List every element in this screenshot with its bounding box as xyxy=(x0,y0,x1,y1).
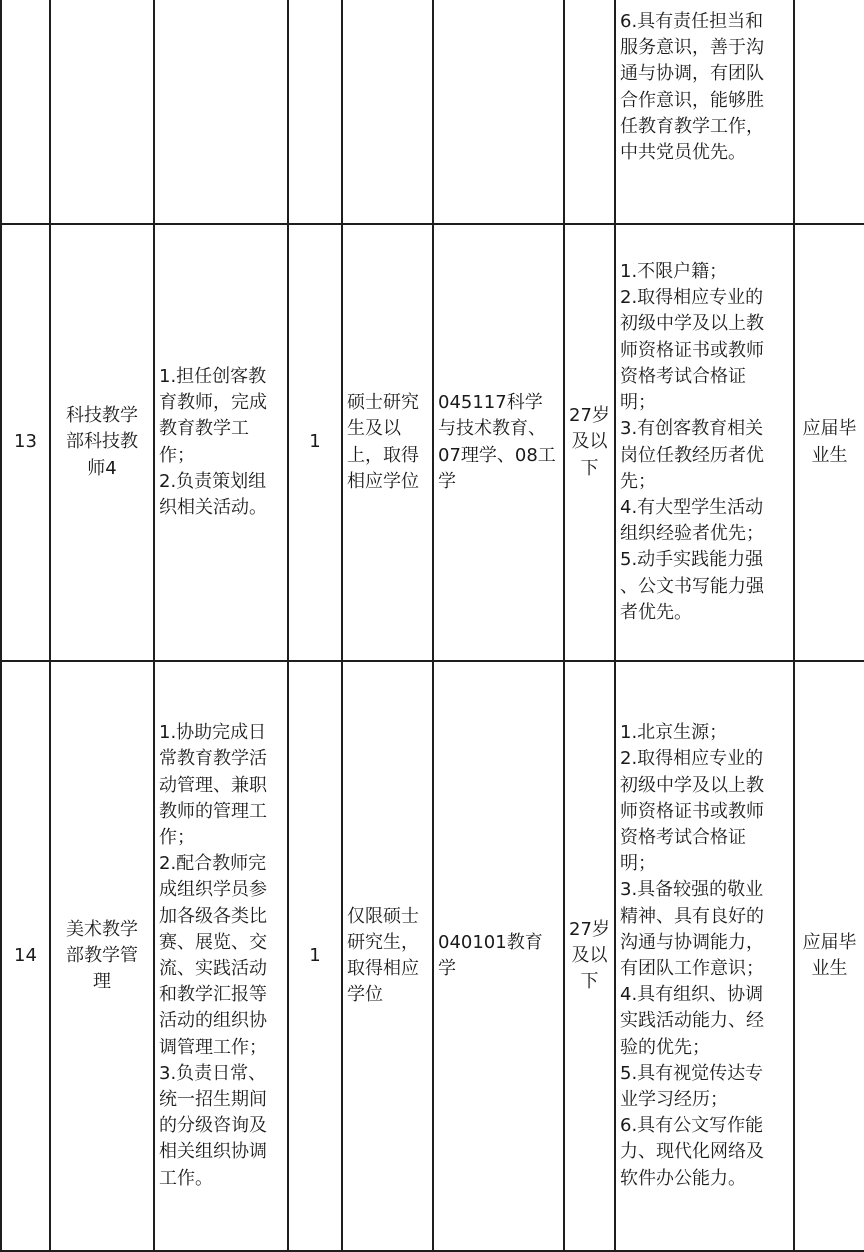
target-cell: 应届毕 业生 xyxy=(794,661,864,1251)
duties-cell xyxy=(154,0,288,224)
education-cell: 仅限硕士 研究生， 取得相应 学位 xyxy=(342,661,433,1251)
position-cell xyxy=(50,0,154,224)
target-cell: 应届毕 业生 xyxy=(794,224,864,661)
row-number-cell xyxy=(1,0,50,224)
age-cell: 27岁 及以 下 xyxy=(564,661,615,1251)
row-number-cell: 14 xyxy=(1,661,50,1251)
position-cell: 美术教学 部教学管 理 xyxy=(50,661,154,1251)
age-cell: 27岁 及以 下 xyxy=(564,224,615,661)
education-cell: 硕士研究 生及以 上，取得 相应学位 xyxy=(342,224,433,661)
position-cell: 科技教学 部科技教 师4 xyxy=(50,224,154,661)
target-cell xyxy=(794,0,864,224)
table-row xyxy=(1,661,864,1251)
duties-cell: 1.担任创客教 育教师，完成 教育教学工 作； 2.负责策划组 织相关活动。 xyxy=(154,224,288,661)
table-row xyxy=(1,0,864,224)
major-cell xyxy=(433,0,564,224)
row-number-cell: 13 xyxy=(1,224,50,661)
major-cell: 045117科学 与技术教育、 07理学、08工 学 xyxy=(433,224,564,661)
count-cell xyxy=(288,0,342,224)
requirements-cell: 6.具有责任担当和 服务意识，善于沟 通与协调，有团队 合作意识，能够胜 任教育教学工作， 中共党员优先。 xyxy=(615,0,794,224)
table-row xyxy=(1,224,864,661)
major-cell: 040101教育 学 xyxy=(433,661,564,1251)
duties-cell: 1.协助完成日 常教育教学活 动管理、兼职 教师的管理工 作； 2.配合教师完 成组织学员参 加各级各类比 赛、展览、交 流、实践活动 和教学汇报等 活动的组织协 调管理工作； 3.负责日常、 统一招生期间 的分级咨询及 相关组织协调 工作。 xyxy=(154,661,288,1251)
requirements-cell: 1.不限户籍； 2.取得相应专业的 初级中学及以上教 师资格证书或教师 资格考试合格证 明； 3.有创客教育相关 岗位任教经历者优 先； 4.有大型学生活动 组织经验者优先； 5.动手实践能力强 、公文书写能力强 者优先。 xyxy=(615,224,794,661)
age-cell xyxy=(564,0,615,224)
count-cell: 1 xyxy=(288,661,342,1251)
requirements-cell: 1.北京生源； 2.取得相应专业的 初级中学及以上教 师资格证书或教师 资格考试合格证 明； 3.具备较强的敬业 精神、具有良好的 沟通与协调能力， 有团队工作意识； 4.具有组织、协调 实践活动能力、经 验的优先； 5.具有视觉传达专 业学习经历； 6.具有公文写作能 力、现代化网络及 软件办公能力。 xyxy=(615,661,794,1251)
count-cell: 1 xyxy=(288,224,342,661)
education-cell xyxy=(342,0,433,224)
